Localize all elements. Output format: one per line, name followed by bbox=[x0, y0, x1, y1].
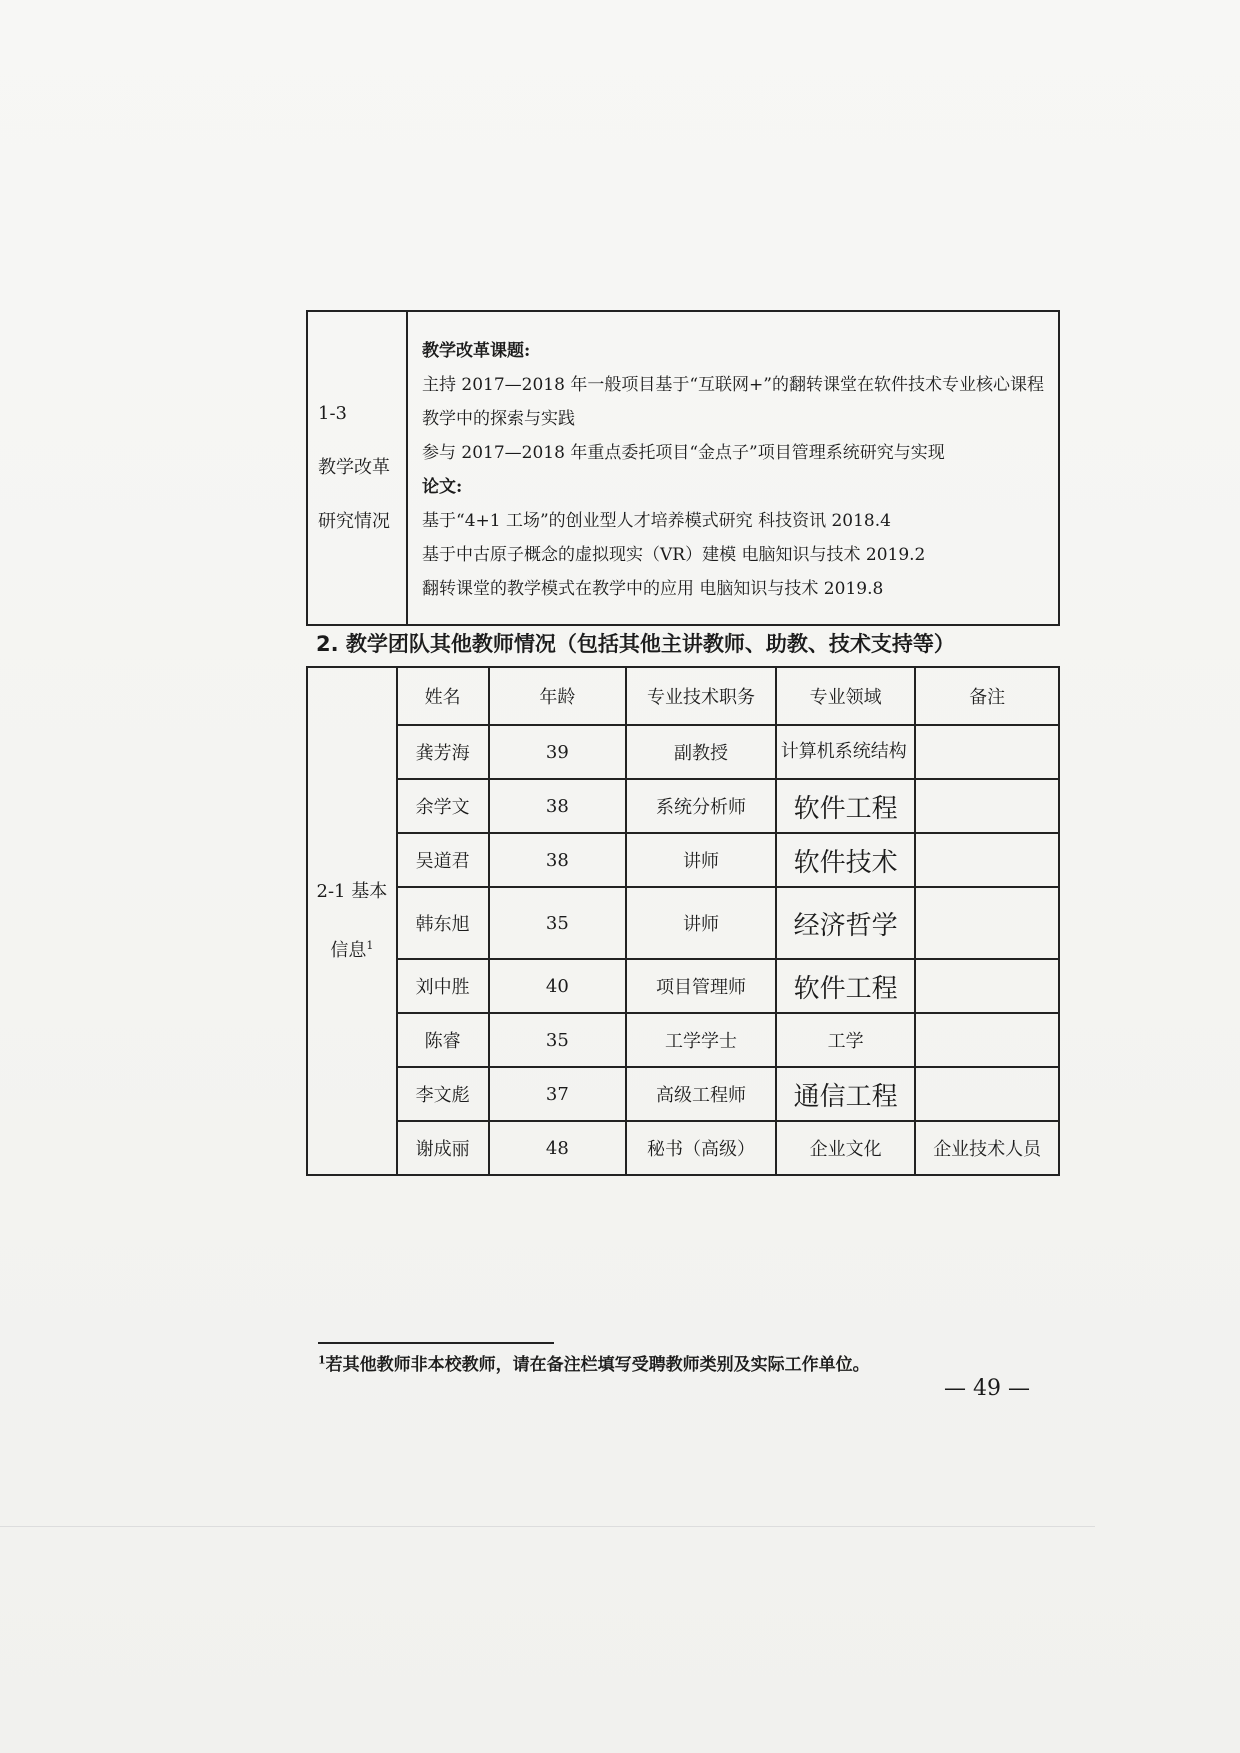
header-age: 年龄 bbox=[489, 667, 627, 725]
page-number: — 49 — bbox=[944, 1376, 1030, 1401]
paper-2: 基于中古原子概念的虚拟现实（VR）建模 电脑知识与技术 2019.2 bbox=[422, 545, 926, 565]
team-members-table bbox=[306, 666, 1060, 1176]
project-2: 参与 2017—2018 年重点委托项目“金点子”项目管理系统研究与实现 bbox=[422, 443, 945, 463]
table-header-row bbox=[307, 667, 1059, 725]
teaching-reform-table bbox=[306, 310, 1060, 626]
section-1-3-label bbox=[308, 312, 408, 624]
basic-info-label: 2-1 基本 信息$^1$ bbox=[307, 667, 397, 1175]
header-title: 专业技术职务 bbox=[626, 667, 776, 725]
header-note: 备注 bbox=[915, 667, 1059, 725]
table-row: 谢成丽 48 秘书（高级） 企业文化 企业技术人员 bbox=[307, 1121, 1059, 1175]
table-row: 李文彪 37 高级工程师 通信工程 bbox=[307, 1067, 1059, 1121]
header-name: 姓名 bbox=[397, 667, 489, 725]
section-code: 1-3 bbox=[318, 403, 347, 424]
section-2-title: 2. 教学团队其他教师情况（包括其他主讲教师、助教、技术支持等） bbox=[316, 632, 955, 656]
section-label-line2: 研究情况 bbox=[318, 511, 390, 532]
table-row: 韩东旭 35 讲师 经济哲学 bbox=[307, 887, 1059, 959]
footnote: $^1$若其他教师非本校教师，请在备注栏填写受聘教师类别及实际工作单位。 bbox=[318, 1353, 870, 1375]
project-1: 主持 2017—2018 年一般项目基于“互联网+”的翻转课堂在软件技术专业核心课程教学中的探索与实践 bbox=[422, 375, 1044, 429]
table-row: 陈睿 35 工学学士 工学 bbox=[307, 1013, 1059, 1067]
section-label-line1: 教学改革 bbox=[318, 457, 390, 478]
projects-heading: 教学改革课题: bbox=[422, 341, 531, 361]
page-edge bbox=[0, 1526, 1095, 1527]
table-row: 龚芳海 39 副教授 计算机系统结构 bbox=[307, 725, 1059, 779]
teaching-reform-content bbox=[408, 312, 1058, 624]
table-row: 余学文 38 系统分析师 软件工程 bbox=[307, 779, 1059, 833]
table-row: 吴道君 38 讲师 软件技术 bbox=[307, 833, 1059, 887]
paper-3: 翻转课堂的教学模式在教学中的应用 电脑知识与技术 2019.8 bbox=[422, 579, 884, 599]
header-field: 专业领域 bbox=[776, 667, 916, 725]
paper-1: 基于“4+1 工场”的创业型人才培养模式研究 科技资讯 2018.4 bbox=[422, 511, 891, 531]
table-row: 刘中胜 40 项目管理师 软件工程 bbox=[307, 959, 1059, 1013]
papers-heading: 论文: bbox=[422, 477, 463, 497]
footnote-rule bbox=[318, 1342, 554, 1344]
